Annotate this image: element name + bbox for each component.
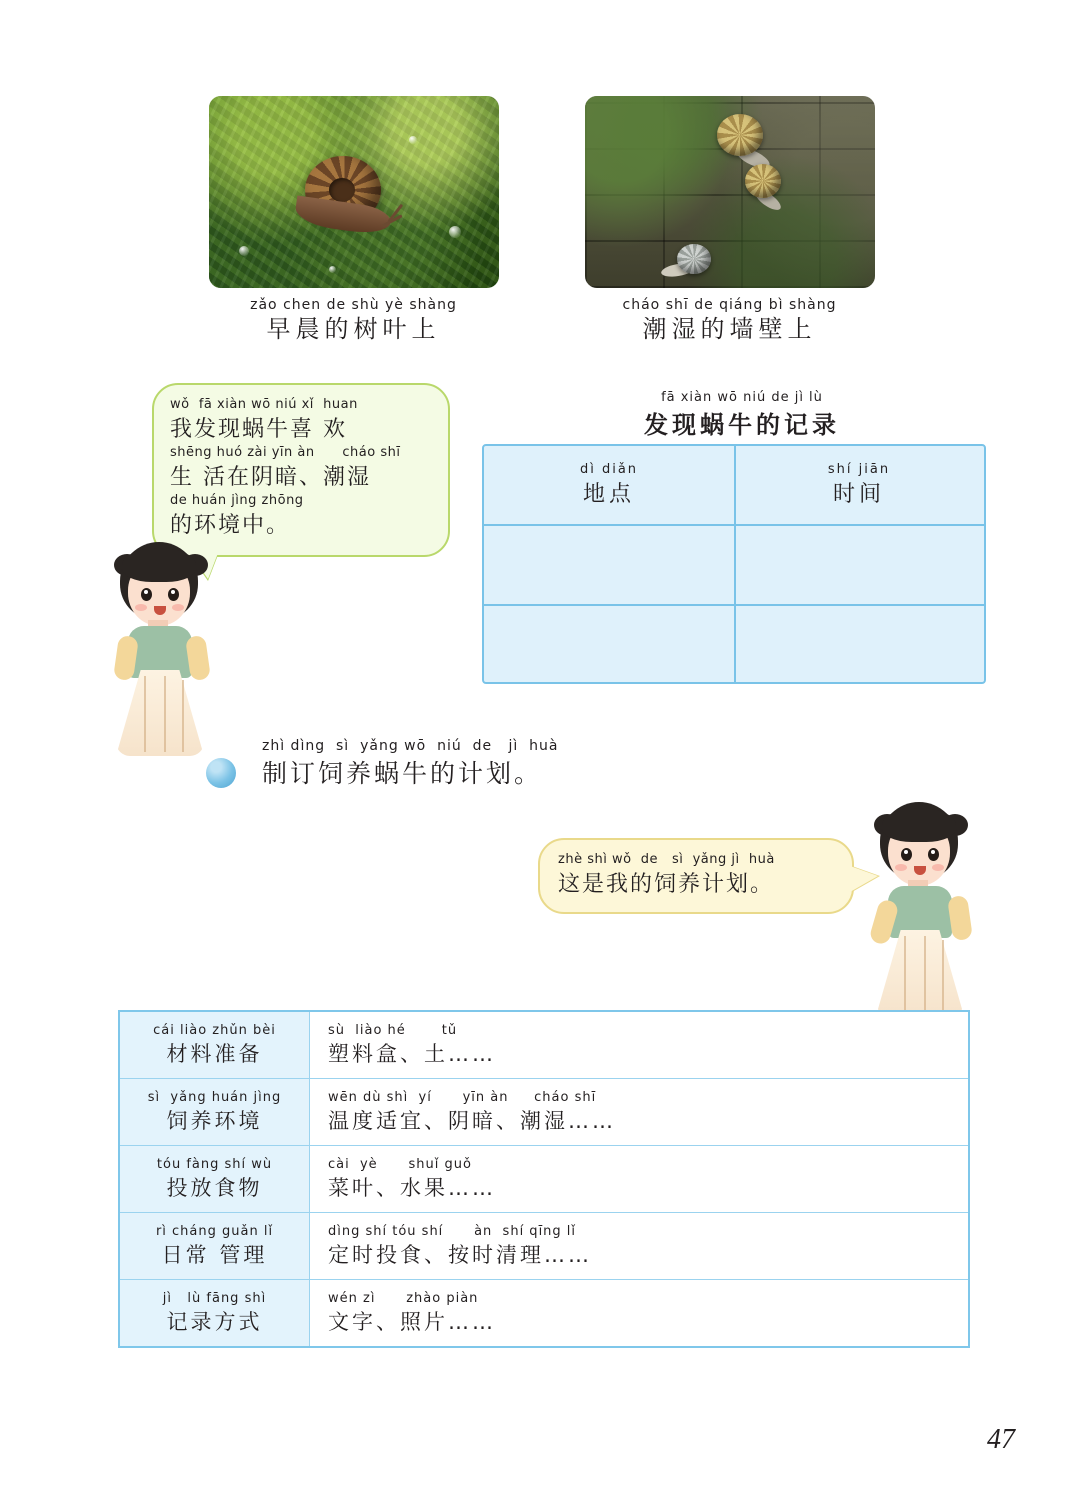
- bubble-line: [170, 397, 432, 443]
- table-horizontal-divider: [484, 604, 984, 606]
- skirt: [876, 930, 964, 1016]
- dew-drop: [409, 136, 417, 144]
- bubble-pinyin: shēng huó zài yīn àn cháo shī: [170, 445, 401, 460]
- caption-pinyin: cháo shī de qiáng bì shàng: [622, 297, 837, 313]
- bubble-hanzi: 这是我的饲养计划。: [558, 872, 775, 897]
- value-pinyin: wēn dù shì yí yīn àn cháo shī: [328, 1089, 597, 1105]
- eye: [901, 848, 912, 861]
- activity-bullet-icon: [206, 758, 236, 788]
- photo-row: [0, 96, 1083, 346]
- photo-caption-wall: [585, 298, 875, 346]
- plan-value-cell: [310, 1151, 968, 1208]
- skirt-pleat: [942, 940, 944, 1012]
- column-header-pinyin: shí jiān: [827, 462, 891, 477]
- plan-value-cell: [310, 1084, 968, 1141]
- student-illustration-right: [868, 800, 976, 1020]
- photo-block-leaves: [209, 96, 499, 346]
- bubble-pinyin: de huán jìng zhōng: [170, 493, 304, 508]
- photo-block-wall: [585, 96, 875, 346]
- value-hanzi: 温度适宜、阴暗、潮湿……: [328, 1108, 616, 1133]
- column-header-pinyin: dì diǎn: [579, 462, 639, 477]
- caption-hanzi: 早晨的树叶上: [266, 315, 441, 344]
- value-pinyin: wén zì zhào piàn: [328, 1290, 479, 1306]
- feeding-plan-table: [118, 1010, 970, 1348]
- bubble-hanzi: 生 活在阴暗、潮湿: [170, 465, 371, 490]
- plan-label-cell: [120, 1280, 310, 1346]
- label-hanzi: 记录方式: [166, 1309, 263, 1334]
- label-hanzi: 材料准备: [166, 1041, 263, 1066]
- cheek: [135, 604, 147, 611]
- column-header-hanzi: 地点: [582, 482, 635, 507]
- record-table-title: [612, 390, 872, 440]
- table-horizontal-divider: [484, 524, 984, 526]
- dew-drop: [449, 226, 461, 238]
- record-column-header-location: [484, 462, 734, 508]
- activity-instruction: [262, 738, 558, 790]
- skirt-pleat: [164, 676, 166, 752]
- value-hanzi: 定时投食、按时清理……: [328, 1242, 592, 1267]
- caption-pinyin: zǎo chen de shù yè shàng: [250, 297, 457, 313]
- plan-value-cell: [310, 1218, 968, 1275]
- label-pinyin: sì yǎng huán jìng: [147, 1089, 282, 1105]
- value-pinyin: dìng shí tóu shí àn shí qīng lǐ: [328, 1223, 577, 1239]
- value-hanzi: 菜叶、水果……: [328, 1175, 496, 1200]
- skirt-pleat: [924, 936, 926, 1012]
- eye: [928, 848, 939, 861]
- eye: [141, 588, 152, 601]
- bubble-line: [170, 445, 432, 491]
- cheek: [895, 864, 907, 871]
- record-title-pinyin: fā xiàn wō niú de jì lù: [661, 390, 823, 405]
- plan-label-cell: [120, 1079, 310, 1145]
- table-row: [120, 1012, 968, 1079]
- value-pinyin: cài yè shuǐ guǒ: [328, 1156, 472, 1172]
- table-row: [120, 1146, 968, 1213]
- eye: [168, 588, 179, 601]
- snails-on-damp-wall-photo: [585, 96, 875, 288]
- label-pinyin: rì cháng guǎn lǐ: [155, 1223, 274, 1239]
- plan-value-cell: [310, 1285, 968, 1342]
- snail-on-leaves-photo: [209, 96, 499, 288]
- value-pinyin: sù liào hé tǔ: [328, 1022, 458, 1038]
- cheek: [172, 604, 184, 611]
- cheek: [932, 864, 944, 871]
- table-row: [120, 1213, 968, 1280]
- table-row: [120, 1280, 968, 1346]
- label-pinyin: jì lù fāng shì: [162, 1290, 267, 1306]
- label-hanzi: 饲养环境: [166, 1108, 263, 1133]
- bangs: [122, 548, 196, 582]
- bangs: [882, 808, 956, 842]
- column-header-hanzi: 时间: [832, 482, 885, 507]
- bubble-line: [170, 493, 432, 539]
- speech-bubble-discovery: [152, 383, 450, 557]
- plan-label-cell: [120, 1146, 310, 1212]
- snail-shell: [677, 244, 711, 274]
- skirt: [116, 670, 204, 756]
- bubble-pinyin: zhè shì wǒ de sì yǎng jì huà: [558, 852, 775, 867]
- activity-pinyin: zhì dìng sì yǎng wō niú de jì huà: [262, 738, 559, 754]
- skirt-pleat: [144, 676, 146, 752]
- value-hanzi: 文字、照片……: [328, 1309, 496, 1334]
- plan-label-cell: [120, 1213, 310, 1279]
- dew-drop: [329, 266, 336, 273]
- label-hanzi: 投放食物: [166, 1175, 263, 1200]
- skirt-pleat: [904, 936, 906, 1012]
- dew-drop: [239, 246, 249, 256]
- bubble-hanzi: 的环境中。: [170, 513, 291, 538]
- record-table[interactable]: [482, 444, 986, 684]
- label-hanzi: 日常 管理: [161, 1242, 268, 1267]
- snail-shell: [717, 114, 763, 156]
- record-title-hanzi: 发现蜗牛的记录: [644, 411, 840, 439]
- table-row: [120, 1079, 968, 1146]
- plan-label-cell: [120, 1012, 310, 1078]
- label-pinyin: cái liào zhǔn bèi: [153, 1022, 276, 1038]
- label-pinyin: tóu fàng shí wù: [156, 1156, 273, 1172]
- page-number: 47: [987, 1424, 1015, 1455]
- snail-illustration: [295, 156, 391, 236]
- bubble-pinyin: wǒ fā xiàn wō niú xǐ huan: [170, 397, 358, 412]
- plan-value-cell: [310, 1017, 968, 1074]
- caption-hanzi: 潮湿的墙壁上: [642, 315, 817, 344]
- skirt-pleat: [182, 680, 184, 752]
- student-illustration-left: [108, 540, 216, 760]
- photo-caption-leaves: [209, 298, 499, 346]
- record-column-header-time: [734, 462, 984, 508]
- speech-bubble-plan: [538, 838, 854, 914]
- value-hanzi: 塑料盒、土……: [328, 1041, 496, 1066]
- activity-hanzi: 制订饲养蜗牛的计划。: [262, 759, 543, 788]
- bubble-hanzi: 我发现蜗牛喜 欢: [170, 417, 347, 442]
- snail-shell: [745, 164, 781, 198]
